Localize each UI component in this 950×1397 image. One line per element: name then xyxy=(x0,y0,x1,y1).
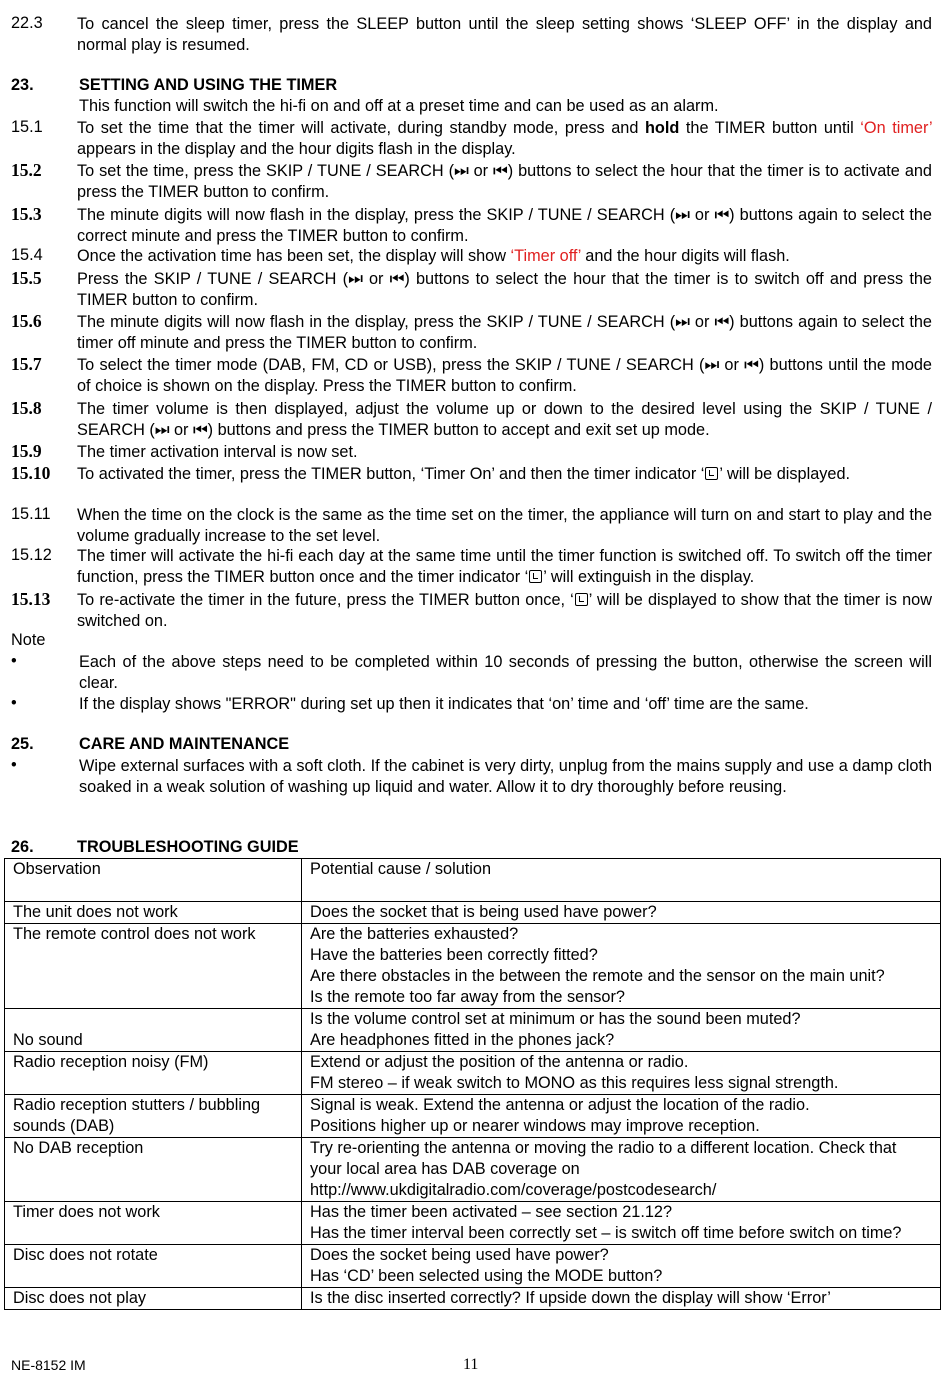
table-row xyxy=(5,924,941,1009)
table-row xyxy=(5,902,941,924)
table-row xyxy=(5,1009,941,1052)
step-text: The timer will activate the hi-fi each day at the same time until the timer function is switched off. To switch off the timer function, press the TIMER button once and the timer indicator ‘ ’ will extinguish in the display. xyxy=(77,547,932,586)
solution-cell: Extend or adjust the position of the antenna or radio. FM stereo – if weak switch to MONO as this requires less signal strength. xyxy=(302,1052,941,1095)
observation-cell: Disc does not rotate xyxy=(5,1245,302,1288)
section-number: 26. xyxy=(11,838,34,856)
step-number: 15.11 xyxy=(11,505,51,523)
table-row xyxy=(5,1138,941,1202)
section-title: SETTING AND USING THE TIMER xyxy=(79,76,338,94)
timer-indicator-icon xyxy=(705,467,718,480)
solution-cell: Is the disc inserted correctly? If upside down the display will show ‘Error’ xyxy=(302,1288,941,1310)
step-text: When the time on the clock is the same as the time set on the timer, the appliance will turn on and start to play and the volume gradually increase to the set level. xyxy=(77,506,932,545)
step-text: To cancel the sleep timer, press the SLEEP button until the sleep setting shows ‘SLEEP OFF’ in the display and normal play is resumed. xyxy=(77,15,932,54)
step-text: To select the timer mode (DAB, FM, CD or USB), press the SKIP / TUNE / SEARCH (⏭ or ⏮) buttons until the mode of choice is shown on the display. Press the TIMER button to confirm. xyxy=(77,356,932,395)
table-header-cell: Potential cause / solution xyxy=(302,859,941,902)
step-number: 15.5 xyxy=(11,268,42,288)
step-text: Press the SKIP / TUNE / SEARCH (⏭ or ⏮) buttons to select the hour that the timer is to switch off and press the TIMER button to confirm. xyxy=(77,270,932,309)
note-text: Each of the above steps need to be completed within 10 seconds of pressing the button, otherwise the screen will clear. xyxy=(79,653,932,692)
step-number: 15.8 xyxy=(11,398,42,418)
solution-cell: Does the socket being used have power? Has ‘CD’ been selected using the MODE button? xyxy=(302,1245,941,1288)
observation-cell: Disc does not play xyxy=(5,1288,302,1310)
table-header-cell: Observation xyxy=(5,859,302,902)
bullet: • xyxy=(11,652,17,670)
observation-cell: No sound xyxy=(5,1009,302,1052)
step-text: To set the time that the timer will activate, during standby mode, press and hold the TIMER button until ‘On timer’ appears in the display and the hour digits flash in the display. xyxy=(77,119,932,158)
note-label: Note xyxy=(11,631,46,649)
step-text: The timer volume is then displayed, adjust the volume up or down to the desired level using the SKIP / TUNE / SEARCH (⏭ or ⏮) buttons and press the TIMER button to accept and exit set up mode. xyxy=(77,400,932,439)
timer-indicator-icon xyxy=(529,570,542,583)
step-text: To re-activate the timer in the future, press the TIMER button once, ‘ ’ will be displayed to show that the timer is now switched on. xyxy=(77,591,932,630)
step-number: 15.10 xyxy=(11,463,51,483)
table-row xyxy=(5,1202,941,1245)
solution-cell: Signal is weak. Extend the antenna or adjust the location of the radio. Positions higher up or nearer windows may improve reception. xyxy=(302,1095,941,1138)
step-number: 15.1 xyxy=(11,118,43,136)
solution-cell: Is the volume control set at minimum or has the sound been muted? Are headphones fitted in the phones jack? xyxy=(302,1009,941,1052)
timer-indicator-icon xyxy=(575,593,588,606)
section-number: 23. xyxy=(11,76,34,94)
bullet: • xyxy=(11,756,17,774)
section-title: TROUBLESHOOTING GUIDE xyxy=(77,838,299,856)
step-number: 15.9 xyxy=(11,441,42,461)
table-row xyxy=(5,1288,941,1310)
step-number: 15.7 xyxy=(11,354,42,374)
table-row xyxy=(5,1245,941,1288)
table-header-row xyxy=(5,859,941,902)
table-row xyxy=(5,1095,941,1138)
step-text: To activated the timer, press the TIMER button, ‘Timer On’ and then the timer indicator ‘ ’ will be displayed. xyxy=(77,465,851,483)
step-number: 15.12 xyxy=(11,546,52,564)
section-title: CARE AND MAINTENANCE xyxy=(79,735,290,753)
step-text: To set the time, press the SKIP / TUNE / SEARCH (⏭ or ⏮) buttons to select the hour that the timer is to activate and press the TIMER button to confirm. xyxy=(77,162,932,201)
page-number: 11 xyxy=(463,1356,479,1373)
solution-cell: Has the timer been activated – see section 21.12? Has the timer interval been correctly set – is switch off time before switch on time? xyxy=(302,1202,941,1245)
step-number: 15.4 xyxy=(11,246,43,264)
step-text: The timer activation interval is now set. xyxy=(77,443,358,461)
troubleshooting-table xyxy=(4,858,941,1310)
observation-cell: The remote control does not work xyxy=(5,924,302,1009)
solution-cell: Does the socket that is being used have power? xyxy=(302,902,941,924)
note-text: If the display shows "ERROR" during set up then it indicates that ‘on’ time and ‘off’ time are the same. xyxy=(79,695,809,713)
step-number: 15.2 xyxy=(11,160,42,180)
step-number: 15.13 xyxy=(11,589,51,609)
step-number: 15.3 xyxy=(11,204,42,224)
step-number: 15.6 xyxy=(11,311,42,331)
observation-cell: No DAB reception xyxy=(5,1138,302,1202)
section-intro: This function will switch the hi-fi on and off at a preset time and can be used as an alarm. xyxy=(79,97,719,115)
care-text: Wipe external surfaces with a soft cloth. If the cabinet is very dirty, unplug from the mains supply and use a damp cloth soaked in a weak solution of washing up liquid and water. Allow it to dry thoroughly before reusing. xyxy=(79,757,932,796)
observation-cell: Radio reception stutters / bubbling sounds (DAB) xyxy=(5,1095,302,1138)
step-text: The minute digits will now flash in the display, press the SKIP / TUNE / SEARCH (⏭ or ⏮) buttons again to select the correct minute and press the TIMER button to confirm. xyxy=(77,206,932,245)
step-text: The minute digits will now flash in the display, press the SKIP / TUNE / SEARCH (⏭ or ⏮) buttons again to select the timer off minute and press the TIMER button to confirm. xyxy=(77,313,932,352)
solution-cell: Try re-orienting the antenna or moving the radio to a different location. Check that your local area has DAB coverage on http://www.ukdigitalradio.com/coverage/postcodesearch/ xyxy=(302,1138,941,1202)
table-row xyxy=(5,1052,941,1095)
footer-model: NE-8152 IM xyxy=(11,1357,86,1373)
observation-cell: Radio reception noisy (FM) xyxy=(5,1052,302,1095)
observation-cell: Timer does not work xyxy=(5,1202,302,1245)
solution-cell: Are the batteries exhausted? Have the batteries been correctly fitted? Are there obstacles in the between the remote and the sensor on the main unit? Is the remote too far away from the sensor? xyxy=(302,924,941,1009)
observation-cell: The unit does not work xyxy=(5,902,302,924)
step-text: Once the activation time has been set, the display will show ‘Timer off’ and the hour digits will flash. xyxy=(77,247,790,265)
section-number: 25. xyxy=(11,735,34,753)
step-number: 22.3 xyxy=(11,14,43,32)
bullet: • xyxy=(11,694,17,712)
